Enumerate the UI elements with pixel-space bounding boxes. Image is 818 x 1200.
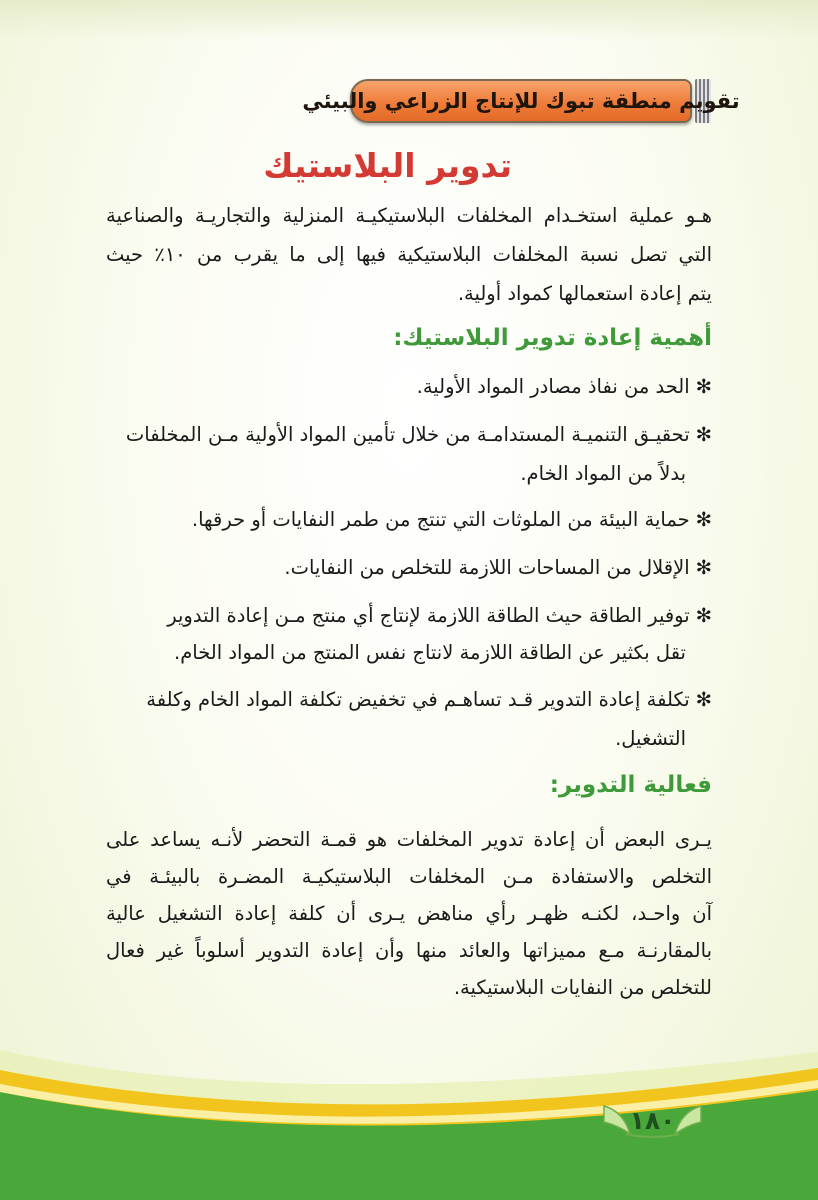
article-title: تدوير البلاستيك bbox=[263, 146, 512, 185]
asterisk-icon: ✻ bbox=[695, 688, 712, 711]
bullet-text: تكلفة إعادة التدوير قـد تساهـم في تخفيض تكلفة المواد الخام وكلفة bbox=[146, 688, 690, 711]
page-number-ornament bbox=[600, 1100, 705, 1142]
bullet-2 bbox=[106, 415, 712, 454]
effectiveness-heading: فعالية التدوير: bbox=[549, 772, 712, 798]
bullet-text: حماية البيئة من الملوثات التي تنتج من طمر النفايات أو حرقها. bbox=[191, 508, 690, 531]
intro-line-1: هـو عملية استخـدام المخلفات البلاستيكيـة المنزلية والتجاريـة والصناعية bbox=[106, 204, 712, 227]
effectiveness-line-1: يـرى البعض أن إعادة تدوير المخلفات هو قمـة التحضر لأنـه يساعد على bbox=[106, 828, 712, 851]
asterisk-icon: ✻ bbox=[695, 604, 712, 627]
intro-line-3: يتم إعادة استعمالها كمواد أولية. bbox=[457, 282, 712, 305]
importance-heading: أهمية إعادة تدوير البلاستيك: bbox=[393, 325, 712, 351]
asterisk-icon: ✻ bbox=[695, 556, 712, 579]
bullet-3 bbox=[106, 500, 712, 539]
bullet-6-continuation: التشغيل. bbox=[615, 727, 686, 750]
bullet-text: الحد من نفاذ مصادر المواد الأولية. bbox=[416, 375, 690, 398]
intro-line-2: التي تصل نسبة المخلفات البلاستيكية فيها إلى ما يقرب من ١٠٪ حيث bbox=[106, 243, 712, 266]
asterisk-icon: ✻ bbox=[695, 508, 712, 531]
bullet-text: تحقيـق التنميـة المستدامـة من خلال تأمين المواد الأولية مـن المخلفات bbox=[125, 423, 690, 446]
effectiveness-line-2: التخلص والاستفادة مـن المخلفات البلاستيكيـة المضـرة بالبيئـة في bbox=[106, 865, 712, 888]
header-banner bbox=[302, 79, 740, 123]
bullet-4 bbox=[106, 548, 712, 587]
top-shade bbox=[0, 0, 818, 40]
bullet-text: توفير الطاقة حيث الطاقة اللازمة لإنتاج أي منتج مـن إعادة التدوير bbox=[167, 604, 690, 627]
bullet-1 bbox=[106, 367, 712, 406]
bullet-text: الإقلال من المساحات اللازمة للتخلص من النفايات. bbox=[284, 556, 690, 579]
bullet-5 bbox=[106, 596, 712, 635]
bullet-2-continuation: بدلاً من المواد الخام. bbox=[520, 462, 686, 485]
page-number: ١٨٠ bbox=[629, 1106, 676, 1135]
effectiveness-line-5: للتخلص من النفايات البلاستيكية. bbox=[453, 976, 712, 999]
effectiveness-line-4: بالمقارنـة مـع مميزاتها والعائد منها وأن إعادة التدوير أسلوباً غير فعال bbox=[106, 939, 712, 962]
bullet-6 bbox=[106, 680, 712, 719]
bullet-5-continuation: تقل بكثير عن الطاقة اللازمة لانتاج نفس المنتج من المواد الخام. bbox=[174, 641, 686, 664]
banner-title: تقويم منطقة تبوك للإنتاج الزراعي والبيئي bbox=[302, 89, 740, 113]
asterisk-icon: ✻ bbox=[695, 375, 712, 398]
asterisk-icon: ✻ bbox=[695, 423, 712, 446]
effectiveness-line-3: آن واحـد، لكنـه ظهـر رأي مناهض يـرى أن كلفة إعادة التشغيل عالية bbox=[106, 902, 712, 925]
